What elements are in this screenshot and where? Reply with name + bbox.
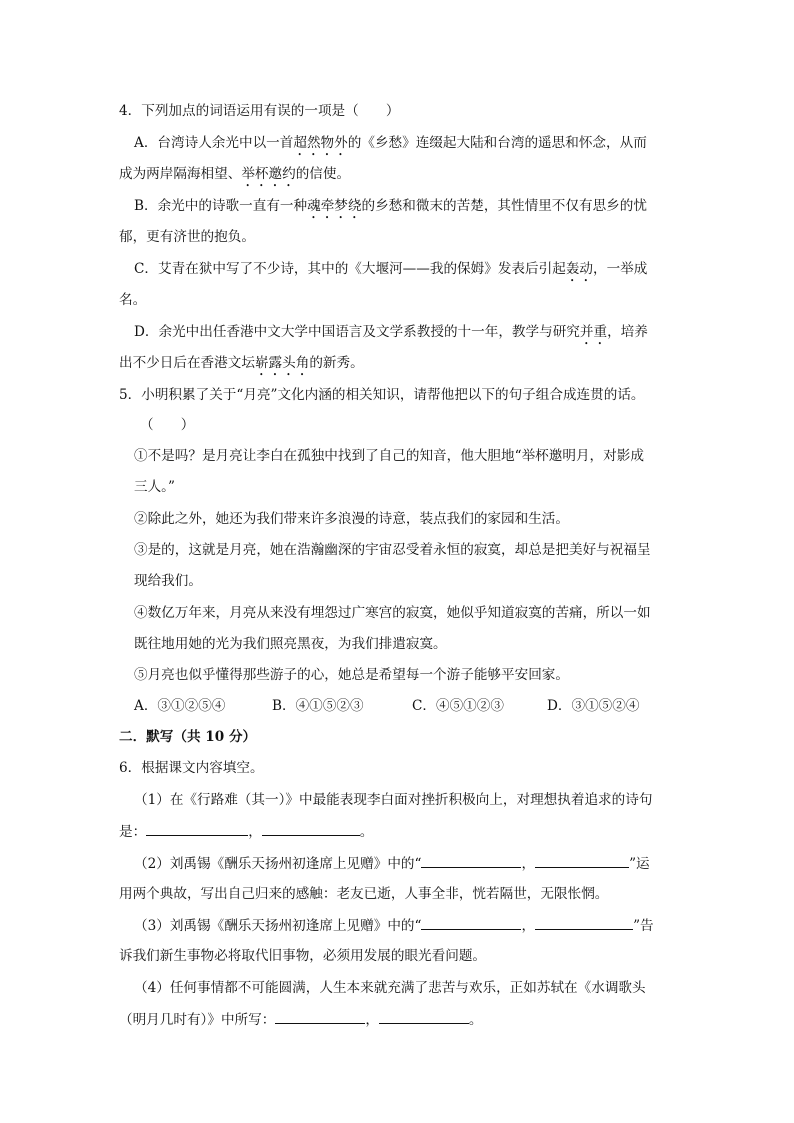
q6-part4-blank-1[interactable] bbox=[275, 1009, 365, 1024]
q6-part1-period: 。 bbox=[359, 824, 374, 840]
q6-part1-blank-2[interactable] bbox=[262, 821, 360, 836]
q5-sentence-4-line1: ④数亿万年来，月亮从来没有埋怨过广寒宫的寂寞，她似乎知道寂寞的苦痛，所以一如 bbox=[134, 605, 651, 621]
q4-stem: 4．下列加点的词语运用有误的一项是（ ） bbox=[119, 103, 400, 119]
q6-part4-blank-2[interactable] bbox=[379, 1009, 469, 1024]
q4-option-a-line2 bbox=[119, 164, 350, 190]
q6-part3-line1 bbox=[134, 915, 654, 936]
q4-c1-post: ，一举成 bbox=[593, 261, 648, 277]
q5-option-b: B．④①⑤②③ bbox=[272, 698, 364, 714]
q4-d1-post: ，培养 bbox=[607, 324, 648, 340]
section-2-title: 二．默写（共 10 分） bbox=[119, 729, 257, 745]
q4-a2-post: 的信使。 bbox=[295, 166, 351, 182]
q5-sentence-3-line2: 现给我们。 bbox=[134, 573, 202, 589]
q6-part3-blank-2[interactable] bbox=[535, 915, 633, 930]
q4-option-d-line1 bbox=[134, 322, 648, 348]
q5-sentence-2: ②除此之外，她还为我们带来许多浪漫的诗意，装点我们的家园和生活。 bbox=[134, 511, 569, 527]
q6-part2-suffix: ”运 bbox=[629, 856, 650, 872]
q6-part2-comma: ， bbox=[521, 856, 536, 872]
q4-b1-post: 的乡愁和微末的苦楚，其性情里不仅有思乡的忧 bbox=[361, 198, 647, 214]
q4-option-b-line1 bbox=[134, 196, 647, 222]
q4-option-a-line1 bbox=[134, 133, 647, 159]
q6-part3-suffix: ”告 bbox=[633, 918, 654, 934]
q5-sentence-4-line2: 既往地用她的光为我们照亮黑夜，为我们排遣寂寞。 bbox=[134, 636, 447, 652]
q5-stem: 5．小明积累了关于“月亮”文化内涵的相关知识，请帮他把以下的句子组合成连贯的话。 bbox=[119, 387, 645, 403]
q6-part2-line1 bbox=[134, 853, 650, 874]
q6-part4-line1: （4）任何事情都不可能圆满，人生本来就充满了悲苦与欢乐，正如苏轼在《水调歌头 bbox=[134, 980, 646, 996]
q6-part1-prefix: 是： bbox=[119, 824, 147, 840]
q6-part2-blank-2[interactable] bbox=[535, 853, 629, 868]
q6-part1-blank-1[interactable] bbox=[146, 821, 248, 836]
q6-part3-blank-1[interactable] bbox=[421, 915, 521, 930]
q6-part1-line2 bbox=[119, 821, 373, 842]
q5-sentence-3-line1: ③是的，这就是月亮，她在浩瀚幽深的宇宙忍受着永恒的寂寞，却总是把美好与祝福呈 bbox=[134, 542, 651, 558]
q4-a1-pre: A．台湾诗人余光中以一首 bbox=[134, 135, 294, 151]
q4-d2-post: 的新秀。 bbox=[309, 355, 364, 371]
q4-c1-dotted-word: 轰动 bbox=[565, 261, 593, 277]
q6-part1-comma: ， bbox=[248, 824, 262, 840]
q5-answer-paren: （ ） bbox=[140, 417, 195, 433]
q6-part4-period: 。 bbox=[468, 1012, 483, 1028]
q6-part3-comma: ， bbox=[521, 918, 536, 934]
q4-a1-post: 的《乡愁》连缀起大陆和台湾的遥思和怀念，从而 bbox=[347, 135, 647, 151]
q4-option-d-line2 bbox=[119, 353, 364, 379]
q6-part2-line2: 用两个典故，写出自己归来的感触：老友已逝，人事全非，恍若隔世，无限怅惘。 bbox=[119, 886, 609, 902]
q5-sentence-1-line2: 三人。” bbox=[134, 479, 175, 495]
q5-option-c: C．④⑤①②③ bbox=[412, 698, 504, 714]
q4-a2-pre: 成为两岸隔海相望、 bbox=[119, 166, 242, 182]
q6-part4-line2 bbox=[119, 1009, 483, 1030]
q5-sentence-1-line1: ①不是吗？是月亮让李白在孤独中找到了自己的知音，他大胆地“举杯邀明月，对影成 bbox=[134, 448, 644, 464]
q5-option-a: A．③①②⑤④ bbox=[134, 698, 226, 714]
q5-option-d: D．③①⑤②④ bbox=[547, 698, 640, 714]
q4-option-c-line2: 名。 bbox=[119, 292, 147, 308]
q4-d2-pre: 出不少日后在香港文坛 bbox=[119, 355, 255, 371]
q6-part3-line2: 诉我们新生事物必将取代旧事物，必须用发展的眼光看问题。 bbox=[119, 948, 487, 964]
q6-stem: 6．根据课文内容填空。 bbox=[119, 760, 264, 776]
q6-part2-prefix: （2）刘禹锡《酬乐天扬州初逢席上见赠》中的“ bbox=[134, 856, 422, 872]
q4-option-b-line2: 郁，更有济世的抱负。 bbox=[119, 229, 255, 245]
q6-part4-comma: ， bbox=[365, 1012, 379, 1028]
q6-part4-prefix: （明月几时有）》中所写： bbox=[119, 1012, 276, 1028]
q6-part3-prefix: （3）刘禹锡《酬乐天扬州初逢席上见赠》中的“ bbox=[134, 918, 422, 934]
q4-a2-dotted-word: 举杯邀约 bbox=[241, 166, 296, 182]
q4-d1-dotted-word: 并重 bbox=[579, 324, 608, 340]
q5-sentence-5: ⑤月亮也似乎懂得那些游子的心，她总是希望每一个游子能够平安回家。 bbox=[134, 667, 569, 683]
q6-part1-line1: （1）在《行路难（其一）》中最能表现李白面对挫折积极向上，对理想执着追求的诗句 bbox=[134, 792, 653, 808]
q4-b1-pre: B．余光中的诗歌一直有一种 bbox=[134, 198, 308, 214]
q4-d1-pre: D．余光中出任香港中文大学中国语言及文学系教授的十一年，教学与研究 bbox=[134, 324, 580, 340]
q4-b1-dotted-word: 魂牵梦绕 bbox=[307, 198, 362, 214]
q4-option-c-line1 bbox=[134, 259, 647, 285]
q4-a1-dotted-word: 超然物外 bbox=[293, 135, 348, 151]
q6-part2-blank-1[interactable] bbox=[421, 853, 521, 868]
q4-c1-pre: C．艾青在狱中写了不少诗，其中的《大堰河——我的保姆》发表后引起 bbox=[134, 261, 566, 277]
q4-d2-dotted-word: 崭露头角 bbox=[254, 355, 310, 371]
